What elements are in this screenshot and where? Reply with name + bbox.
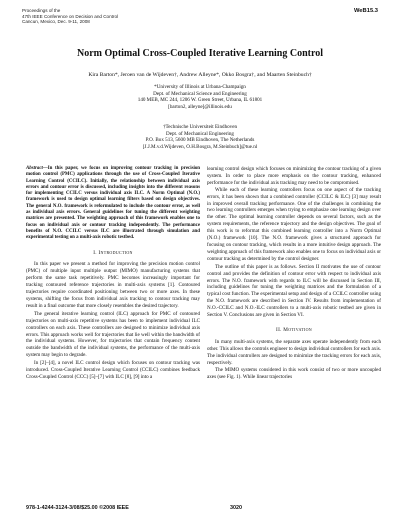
abstract-label: Abstract <box>26 166 43 171</box>
proceedings-line-3: Cancun, Mexico, Dec. 9-11, 2008 <box>22 19 90 25</box>
right-column <box>207 166 381 382</box>
paragraph: The general iterative learning control (ILC) approach for PMC of contoured trajectories on multi-axis repetitive systems has been to implement individual ILC controllers on each axis. These controllers are designed to minimize individual axis errors. This approach works well for trajectories that lie well within the bandwidth of the individual systems. However, for trajectories that contain frequency content outside the bandwidth of the individual systems, the performance of the multi-axis system may begin to degrade. <box>26 310 200 359</box>
section-heading-introduction: I. Introduction <box>93 249 133 256</box>
affiliation-line: Dept. of Mechanical Science and Engineering <box>153 90 247 97</box>
affiliation-email: [J.J.M.v.d.Wijdeven, O.H.Bosgra, M.Steinbuch]@tue.nl <box>142 143 258 150</box>
paragraph: learning control design which focuses on minimizing the contour tracking of a given system. In order to place more emphasis on the contour tracking, enhanced performance for the individual axis tracking may need to be compromised. <box>207 166 381 186</box>
section-heading-motivation: II. Motivation <box>276 326 312 333</box>
affiliation-line: *University of Illinois at Urbana-Champaign <box>154 84 246 90</box>
affiliation-illinois <box>20 84 380 110</box>
session-code: WeB15.3 <box>353 8 378 14</box>
proceedings-line-2: 47th IEEE Conference on Decision and Control <box>22 13 119 19</box>
abstract <box>26 166 200 242</box>
proceedings-line-1: Proceedings of the <box>22 8 61 13</box>
footer-isbn: 978-1-4244-3124-3/08/$25.00 ©2008 IEEE <box>26 505 129 511</box>
paper-authors: Kira Barton*, Jeroen van de Wijdeven†, Andrew Alleyne*, Okko Bosgra†, and Maarten Steinbuch† <box>88 72 312 78</box>
left-column <box>26 166 200 382</box>
paragraph: In many multi-axis systems, the separate axes operate independently from each other. This allows the controls engineer to design individual controllers for each axis. The individual controllers are designed to minimize the tracking errors for each axis, respectively. <box>207 338 381 366</box>
paragraph: The outline of this paper is as follows. Section II motivates the use of contour control and provides the definition of contour error with respect to individual axis errors. The N.O. framework with regards to ILC will be discussed in Section III, including guidelines for tuning the weighting matrices and the formulation of a typical cost function. The experimental setup and design of a CCILC controller using the N.O. framework are described in Section IV. Results from implementation of N.O.-CCILC and N.O.-ILC controllers to a multi-axis robotic testbed are given in Section V. Conclusions are given in Section VI. <box>207 263 381 319</box>
abstract-text: —In this paper, we focus on improving contour tracking in precision motion control (PMC) applications through the use of Cross-Coupled Iterative Learning Control (CCILC). Initially, the relationship between individual axis errors and contour error is discussed, including insights into the different reasons for implementing CCILC versus individual axis ILC. A Norm Optimal (N.O.) framework is used to design optimal learning filters based on design objectives. The general N.O. framework is reformulated to include the contour error, as well as individual axis errors. General guidelines for tuning the different weighting matrices are presented. The weighting approach of this framework enables one to focus on individual axis or contour tracking independently. The performance benefits of N.O. CCILC versus ILC are illustrated through simulation and experimental testing on a multi-axis robotic testbed. <box>26 166 200 241</box>
paper-title: Norm Optimal Cross-Coupled Iterative Learning Control <box>76 48 323 59</box>
affiliation-email: [barton2, alleyne]@illinois.edu <box>168 103 232 110</box>
affiliation-line: P.O. Box 513, 5600 MB Eindhoven, The Netherlands <box>145 137 255 144</box>
page-number: 3020 <box>230 505 242 511</box>
proceedings-header <box>22 8 242 25</box>
paragraph: While each of these learning controllers focus on one aspect of the tracking errors, it has been shown that a combined controller (CCILC & ILC) [3] may result in improved overall tracking performance. One of the challenges in combining the two learning controllers emerges when trying to emphasize one learning design over the other. The optimal learning controller depends on several factors, such as the system requirements, the reference trajectory and the design objectives. The goal of this work is to reformat this combined learning controller into a Norm Optimal (N.O.) framework [10]. The N.O. framework gives a structured approach for focusing on contour tracking, which results in a more intuitive design approach. The weighting approach of this framework also enables one to focus on individual axis or contour tracking as determined by the control designer. <box>207 186 381 262</box>
paragraph: In this paper we present a method for improving the precision motion control (PMC) of multiple input multiple output (MIMO) manufacturing systems that perform the same task repetitively. PMC becomes increasingly important for tracking contoured reference trajectories in multi-axis systems [1]. Contoured trajectories require coordinated positioning between two or more axes. In these systems, shifting the focus from individual axis tracking to contour tracking may result in a final outcome that more closely resembles the desired trajectory. <box>26 261 200 309</box>
paragraph: The MIMO systems considered in this work consist of two or more uncoupled axes (see Fig. 1). While linear trajectories <box>207 367 381 381</box>
paragraph: In [2]–[4], a novel ILC control design which focuses on contour tracking was introduced. Cross-Coupled Iterative Learning Control (CCILC) combines feedback Cross-Coupled Control (CCC) [5]–[7] with ILC [8], [9] into a <box>26 360 200 380</box>
affiliation-line: †Technische Universiteit Eindhoven <box>162 124 238 130</box>
affiliation-eindhoven <box>20 124 380 150</box>
affiliation-line: 140 MEB, MC 244, 1206 W. Green Street, Urbana, IL 61801 <box>137 97 263 104</box>
affiliation-line: Dept. of Mechanical Engineering <box>166 130 234 137</box>
